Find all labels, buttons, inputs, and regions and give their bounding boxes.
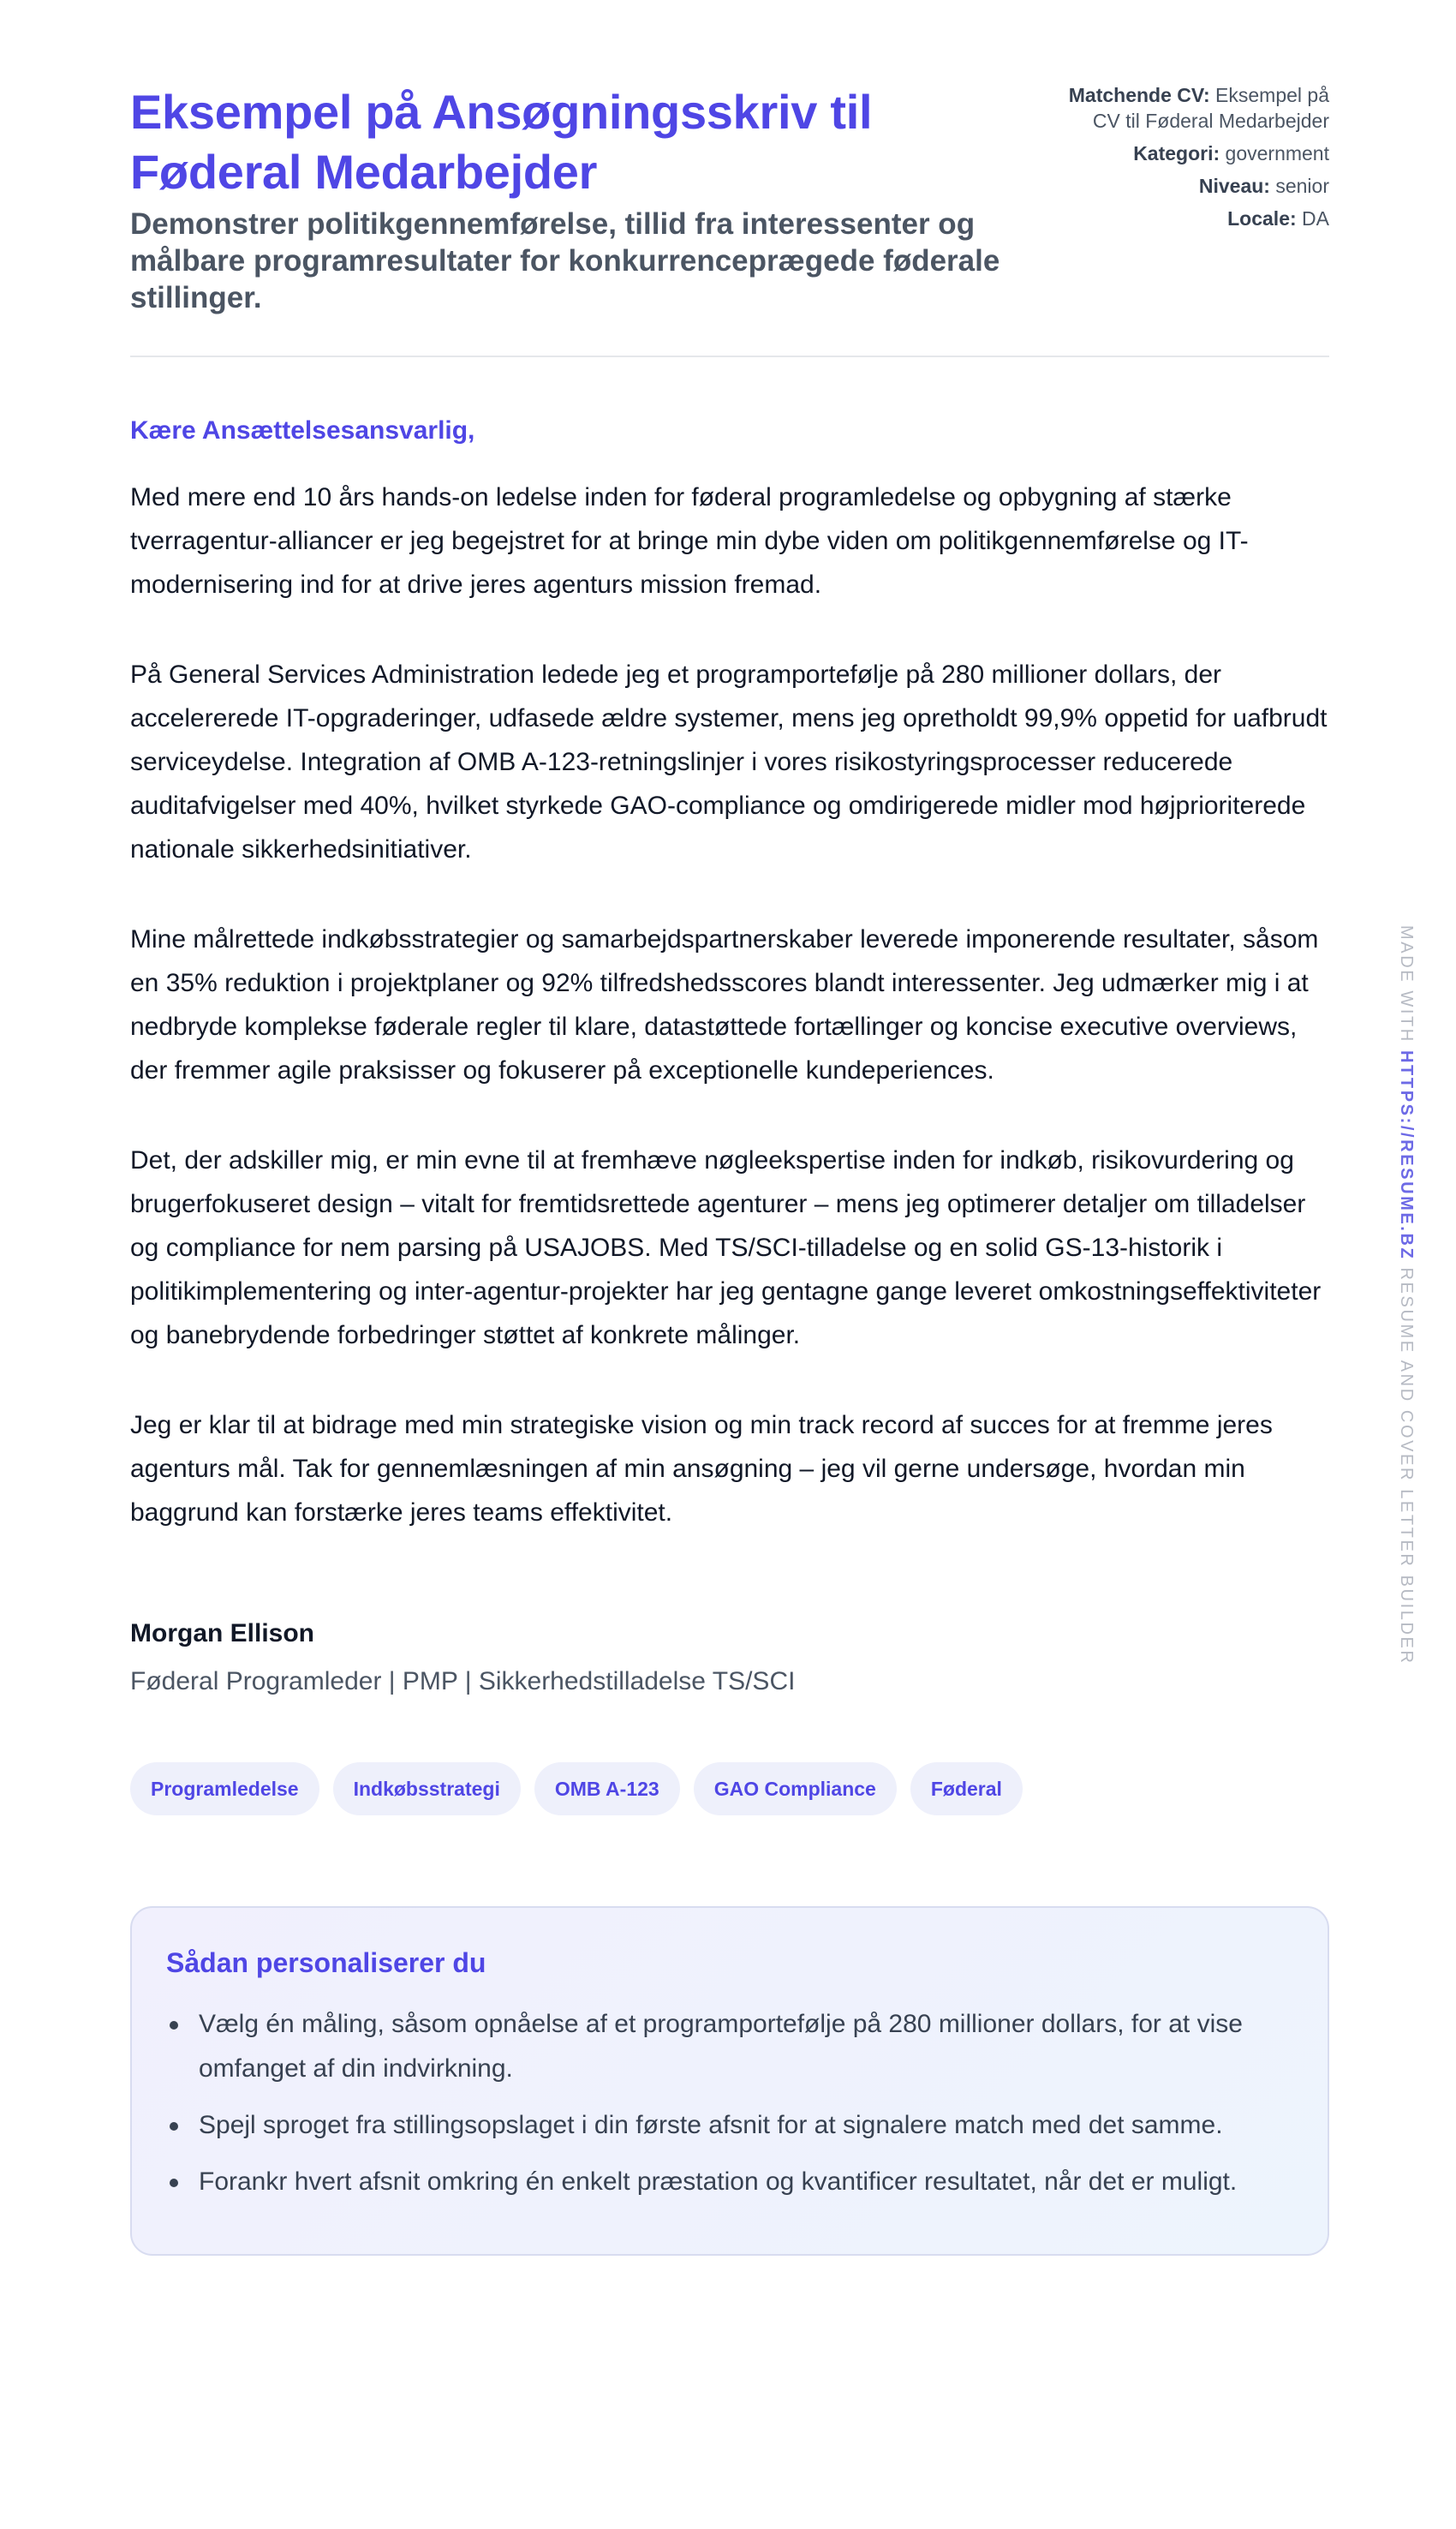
credit-link[interactable]: HTTPS://RESUME.BZ — [1397, 1050, 1416, 1261]
letter-paragraph: Med mere end 10 års hands-on ledelse inden for føderal programledelse og opbygning af stærke tverragentur-alliancer er jeg begejstret for at bringe min dybe viden om politikgennemførelse og IT-modernisering ind for at drive jeres agenturs mission fremad. — [130, 483, 1249, 599]
tips-list — [166, 2002, 1293, 2204]
meta-category-label: Kategori: — [1133, 142, 1220, 164]
letter-paragraph: Jeg er klar til at bidrage med min strategiske vision og min track record af succes for at fremme jeres agenturs mål. Tak for gennemlæsningen af min ansøgning – jeg vil gerne undersøge, hvordan min baggrund kan forstærke jeres teams effektivitet. — [130, 1411, 1273, 1527]
bullet-icon — [170, 2122, 178, 2131]
letter-paragraph: Det, der adskiller mig, er min evne til at fremhæve nøgleekspertise inden for indkøb, risikovurdering og brugerfokuseret design – vitalt for fremtidsrettede agenturer – mens jeg optimerer detaljer om tilladelser og compliance for nem parsing på USAJOBS. Med TS/SCI-tilladelse og en solid GS-13-historik i politikimplementering og inter-agentur-projekter har jeg gentagne gange leveret omkostningseffektiviteter og banebrydende forbedringer støttet af konkrete målinger. — [130, 1146, 1322, 1349]
meta-locale-value: DA — [1302, 207, 1329, 230]
bullet-icon — [170, 2021, 178, 2030]
header-titles — [130, 82, 1029, 316]
meta-locale — [1055, 206, 1329, 231]
letter-paragraph: På General Services Administration ledede jeg et programportefølje på 280 millioner dollars, der accelererede IT-opgraderinger, udfasede ældre systemer, mens jeg opretholdt 99,9% oppetid for uafbrudt serviceydelse. Integration af OMB A-123-retningslinjer i vores risikostyringsprocesser reducerede auditafvigelser med 40%, hvilket styrkede GAO-compliance og omdirigerede midler mod højprioriterede nationale sikkerhedsinitiativer. — [130, 661, 1328, 864]
bullet-icon — [170, 2179, 178, 2187]
tip-text: Spejl sproget fra stillingsopslaget i din første afsnit for at signalere match med det samme. — [199, 2111, 1223, 2139]
tag-chip: Føderal — [910, 1762, 1023, 1815]
page-title: Eksempel på Ansøgningsskriv til Føderal Medarbejder — [130, 85, 873, 199]
meta-locale-label: Locale: — [1227, 207, 1297, 230]
credit-prefix: MADE WITH — [1397, 925, 1416, 1043]
tip-item — [166, 2002, 1293, 2091]
made-with-credit — [1389, 925, 1423, 1665]
letter-salutation: Kære Ansættelsesansvarlig, — [130, 416, 475, 445]
tag-list — [130, 1762, 1329, 1815]
meta-panel — [1055, 82, 1329, 238]
page-header — [130, 82, 1329, 357]
tag-chip: GAO Compliance — [694, 1762, 897, 1815]
letter-body — [130, 357, 1329, 2256]
page-subtitle: Demonstrer politikgennemførelse, tillid fra interessenter og målbare programresultater for konkurrenceprægede føderale stillinger. — [130, 207, 1000, 314]
meta-category-value: government — [1225, 142, 1329, 164]
signature-name: Morgan Ellison — [130, 1619, 315, 1647]
tag-chip: OMB A-123 — [534, 1762, 680, 1815]
tip-text: Vælg én måling, såsom opnåelse af et programportefølje på 280 millioner dollars, for at vise omfanget af din indvirkning. — [199, 2010, 1243, 2083]
meta-level — [1055, 173, 1329, 199]
tip-text: Forankr hvert afsnit omkring én enkelt præstation og kvantificer resultatet, når det er muligt. — [199, 2167, 1238, 2196]
personalization-tips-box — [130, 1906, 1329, 2256]
tag-chip: Indkøbsstrategi — [333, 1762, 521, 1815]
tips-title: Sådan personaliserer du — [166, 1947, 486, 1978]
tip-item — [166, 2103, 1293, 2148]
meta-category — [1055, 140, 1329, 166]
signature-title: Føderal Programleder | PMP | Sikkerhedstilladelse TS/SCI — [130, 1667, 796, 1695]
meta-level-label: Niveau: — [1198, 175, 1270, 197]
meta-cv-value: Eksempel på CV til Føderal Medarbejder — [1092, 84, 1329, 132]
tag-chip: Programledelse — [130, 1762, 319, 1815]
meta-matching-cv — [1055, 82, 1329, 134]
meta-cv-label: Matchende CV: — [1068, 84, 1210, 106]
credit-suffix: RESUME AND COVER LETTER BUILDER — [1397, 1267, 1416, 1665]
tip-item — [166, 2160, 1293, 2204]
meta-level-value: senior — [1275, 175, 1329, 197]
letter-paragraph: Mine målrettede indkøbsstrategier og samarbejdspartnerskaber leverede imponerende resultater, såsom en 35% reduktion i projektplaner og 92% tilfredshedsscores blandt interessenter. Jeg udmærker mig i at nedbryde komplekse føderale regler til klare, datastøttede fortællinger og koncise executive overviews, der fremmer agile praksisser og fokuserer på exceptionelle kundeperiences. — [130, 925, 1319, 1085]
cover-letter-page — [130, 82, 1329, 2256]
